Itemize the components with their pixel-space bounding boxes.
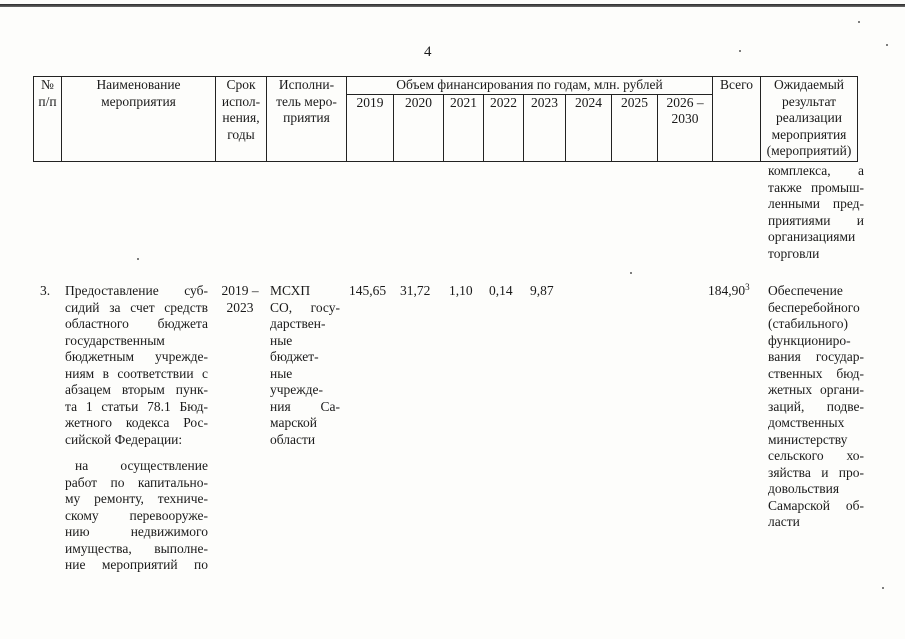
header-year-2025: 2025 — [612, 94, 658, 161]
header-year-2022: 2022 — [484, 94, 524, 161]
scan-edge-line — [0, 4, 905, 7]
row3-value-2022: 0,14 — [489, 283, 513, 298]
row3-term: 2019 – 2023 — [221, 283, 259, 315]
row3-total — [708, 283, 750, 300]
header-year-2023: 2023 — [524, 94, 566, 161]
header-col-executor: Исполни- тель меро- приятия — [267, 77, 347, 162]
header-col-term: Срок испол- нения, годы — [216, 77, 267, 162]
header-col-number: № п/п — [34, 77, 62, 162]
row3-result: Обеспечение бесперебойного (стабильного) функциониро- вания государ- ственных бюд- жетных органи- заций, подве- домственных министерству сельского хо- зяйства и про- довольствия Самарской об- ласти — [768, 283, 864, 529]
row3-total-value: 184,90 — [708, 283, 746, 298]
scan-speck — [739, 50, 741, 52]
header-col-result: Ожидаемый результат реализации мероприятия (мероприятий) — [761, 77, 858, 162]
header-col-name: Наименование мероприятия — [62, 77, 216, 162]
header-year-2019: 2019 — [347, 94, 394, 161]
row3-value-2021: 1,10 — [449, 283, 473, 298]
page-number: 4 — [424, 44, 432, 60]
row3-value-2023: 9,87 — [530, 283, 554, 298]
header-year-2020: 2020 — [394, 94, 444, 161]
header-year-2021: 2021 — [444, 94, 484, 161]
row3-total-footnote: 3 — [745, 282, 750, 292]
row3-value-2019: 145,65 — [349, 283, 387, 298]
row3-value-2020: 31,72 — [400, 283, 431, 298]
row3-subitem: на осуществление работ по капитально- му ремонту, техниче- скому перевооруже- нию недвижимого имущества, выполне- ние мероприятий по — [65, 458, 208, 572]
scan-speck — [137, 258, 139, 260]
row3-number: 3. — [40, 283, 51, 298]
row3-name: Предоставление суб- сидий за счет средств областного бюджета государственным бюджетным учрежде- ниям в соответствии с абзацем вторым пунк- та 1 статьи 78.1 Бюд- жетного кодекса Рос- сийской Федерации: — [65, 283, 208, 447]
header-financing: Объем финансирования по годам, млн. рублей — [347, 77, 713, 95]
scan-speck — [882, 587, 884, 589]
continuation-result-text: комплекса, а также промыш- ленными пред- приятиями и организациями торговли — [768, 163, 864, 261]
header-col-total: Всего — [713, 77, 761, 162]
scan-speck — [630, 272, 632, 274]
row3-executor: МСХП СО, госу- дарствен- ные бюджет- ные учрежде- ния Са- марской области — [270, 283, 340, 447]
scan-speck — [886, 44, 888, 46]
scan-speck — [858, 21, 860, 23]
header-year-range: 2026 – 2030 — [658, 94, 713, 161]
financing-table-header — [33, 76, 858, 162]
header-year-2024: 2024 — [566, 94, 612, 161]
